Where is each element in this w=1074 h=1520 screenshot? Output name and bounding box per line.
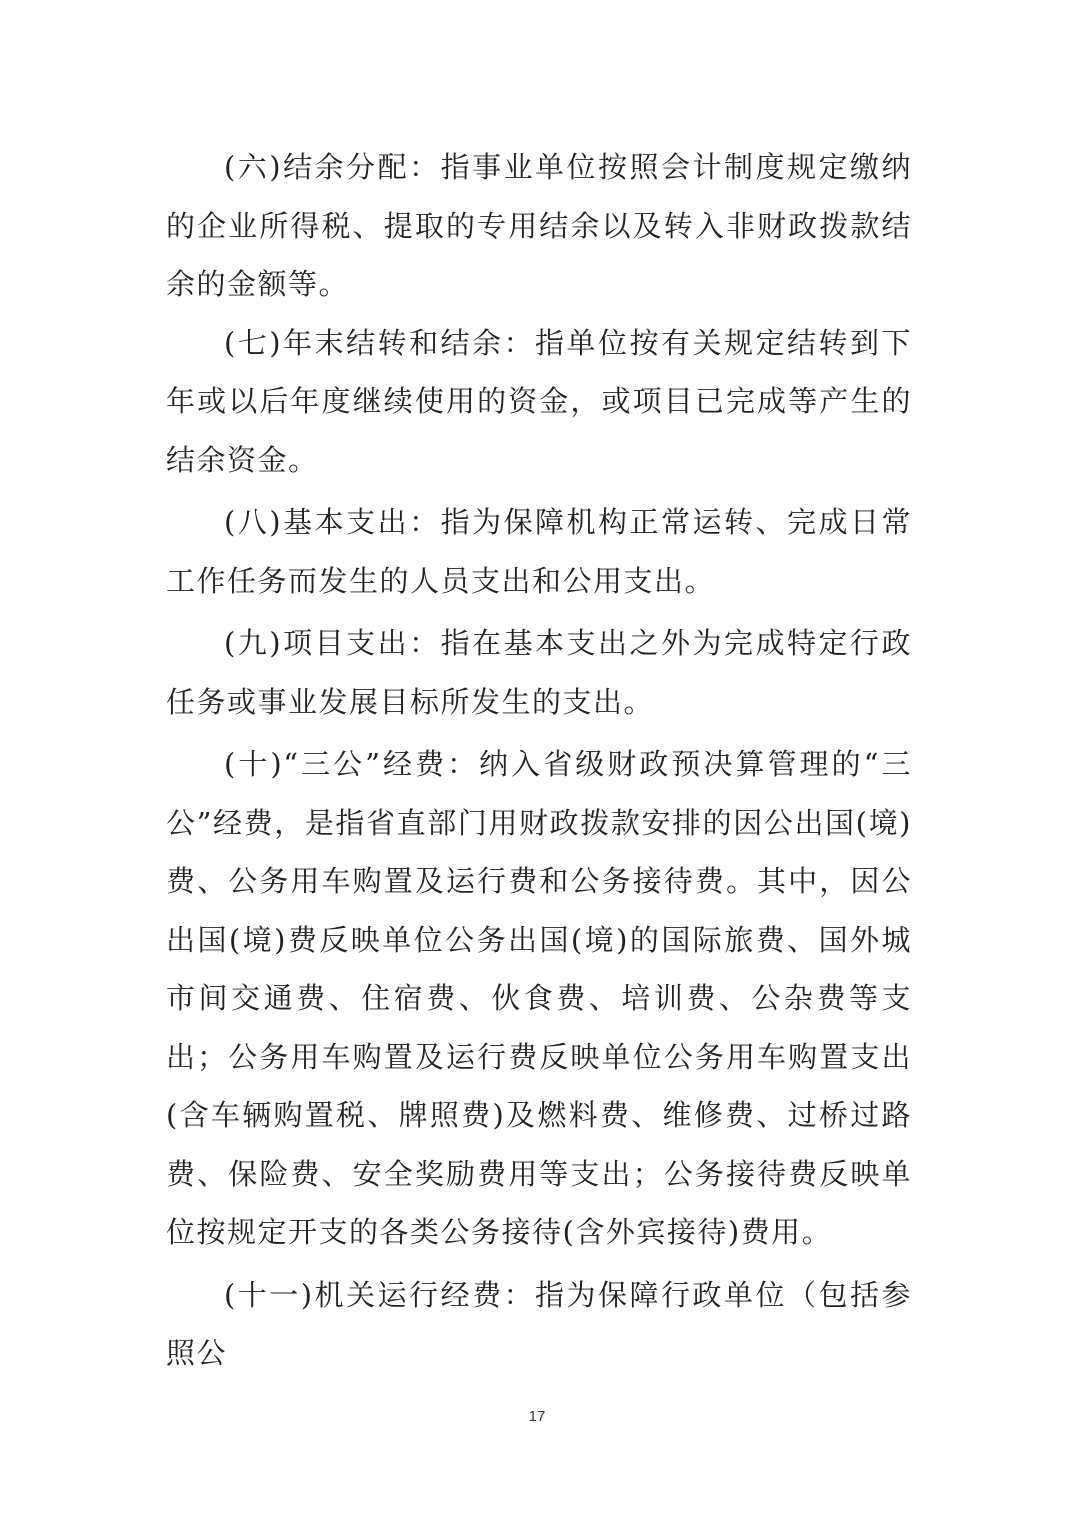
paragraph-three-public-expenses: (十)“三公”经费：纳入省级财政预决算管理的“三公”经费，是指省直部门用财政拨款安排的因公出国(境)费、公务用车购置及运行费和公务接待费。其中，因公出国(境)费反映单位公务出国(境)的国际旅费、国外城市间交通费、住宿费、伙食费、培训费、公杂费等支出；公务用车购置及运行费反映单位公务用车购置支出(含车辆购置税、牌照费)及燃料费、维修费、过桥过路费、保险费、安全奖励费用等支出；公务接待费反映单位按规定开支的各类公务接待(含外宾接待)费用。 — [166, 747, 912, 1249]
page-number: 17 — [528, 1408, 546, 1425]
paragraph-project-expenditure: (九)项目支出：指在基本支出之外为完成特定行政任务或事业发展目标所发生的支出。 — [166, 626, 912, 719]
paragraph-year-end-carryover: (七)年末结转和结余：指单位按有关规定结转到下年或以后年度继续使用的资金，或项目已完成等产生的结余资金。 — [166, 325, 912, 477]
document-body — [166, 138, 912, 1383]
paragraph-surplus-distribution: (六)结余分配：指事业单位按照会计制度规定缴纳的企业所得税、提取的专用结余以及转入非财政拨款结余的金额等。 — [166, 150, 912, 301]
paragraph-agency-operating-expenses: (十一)机关运行经费：指为保障行政单位（包括参照公 — [166, 1277, 912, 1370]
paragraph-basic-expenditure: (八)基本支出：指为保障机构正常运转、完成日常工作任务而发生的人员支出和公用支出。 — [166, 505, 912, 598]
